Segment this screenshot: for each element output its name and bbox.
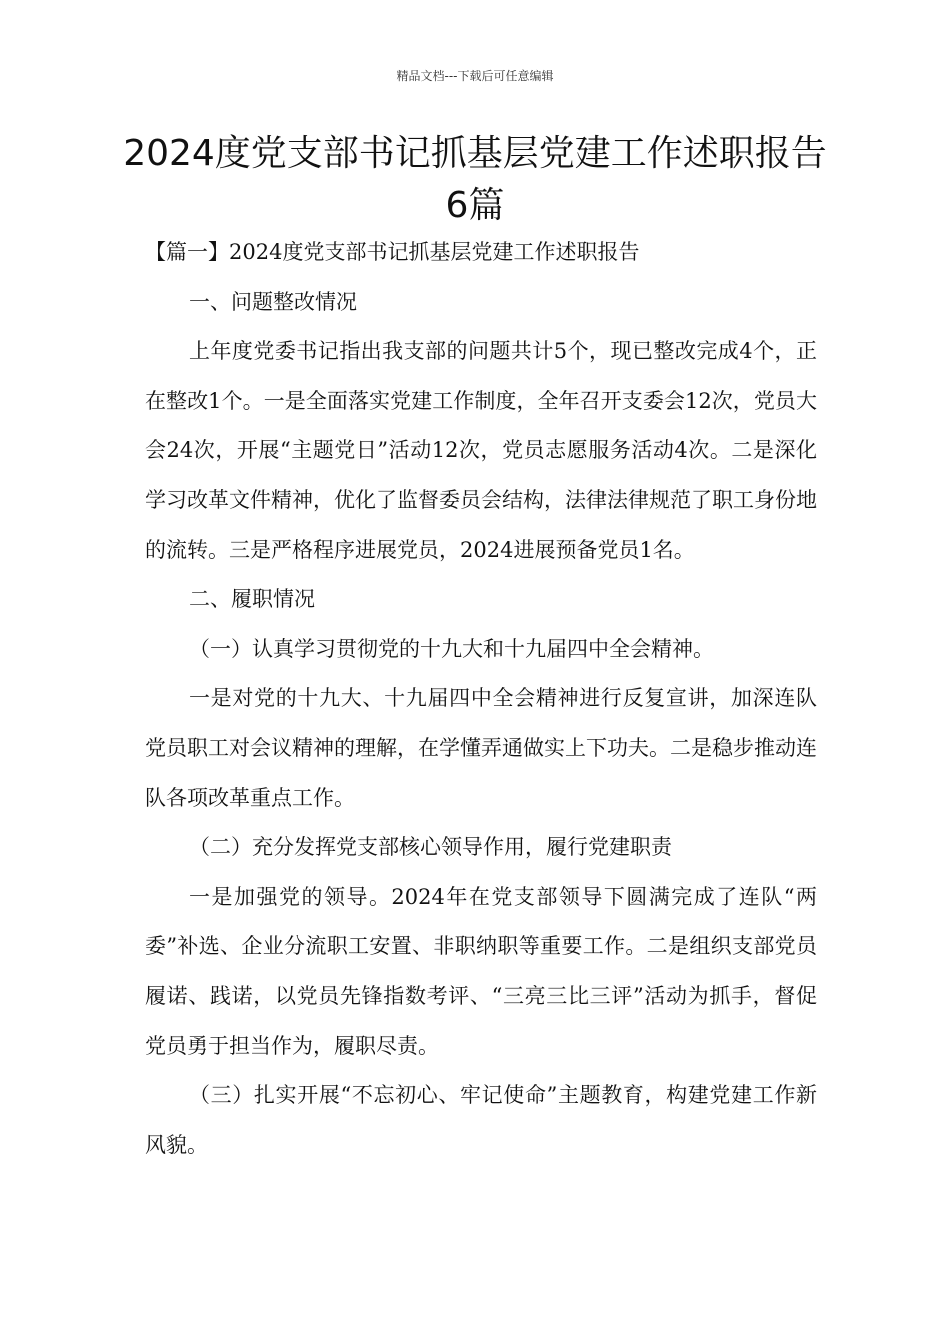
heading-problem-rectification: 一、问题整改情况 <box>189 289 357 314</box>
header-note: 精品文档---下载后可任意编辑 <box>396 69 554 83</box>
paragraph-core-leadership: 一是加强党的领导。2024年在党支部领导下圆满完成了连队“两委”补选、企业分流职工安置、非职纳职等重要工作。二是组织支部党员履诺、践诺，以党员先锋指数考评、“三亮三比三评”活动为抓手，督促党员勇于担当作为，履职尽责。 <box>145 884 817 1058</box>
document-body <box>145 228 817 1170</box>
subheading-core-leadership: （二）充分发挥党支部核心领导作用，履行党建职责 <box>189 835 672 860</box>
paragraph-study-spirit: 一是对党的十九大、十九届四中全会精神进行反复宣讲，加深连队党员职工对会议精神的理解，在学懂弄通做实上下功夫。二是稳步推动连队各项改革重点工作。 <box>145 686 817 810</box>
section-heading: 【篇一】2024度党支部书记抓基层党建工作述职报告 <box>145 240 640 264</box>
heading-duty-performance: 二、履职情况 <box>189 587 315 612</box>
paragraph-rectification-details: 上年度党委书记指出我支部的问题共计5个，现已整改完成4个，正在整改1个。一是全面落实党建工作制度，全年召开支委会12次，党员大会24次，开展“主题党日”活动12次，党员志愿服务活动4次。二是深化学习改革文件精神，优化了监督委员会结构，法律法律规范了职工身份地的流转。三是严格程序进展党员，2024进展预备党员1名。 <box>145 339 817 562</box>
subheading-theme-education: （三）扎实开展“不忘初心、牢记使命”主题教育，构建党建工作新风貌。 <box>145 1083 817 1157</box>
subheading-study-spirit: （一）认真学习贯彻党的十九大和十九届四中全会精神。 <box>189 636 714 661</box>
document-title: 2024度党支部书记抓基层党建工作述职报告6篇 <box>123 133 827 226</box>
